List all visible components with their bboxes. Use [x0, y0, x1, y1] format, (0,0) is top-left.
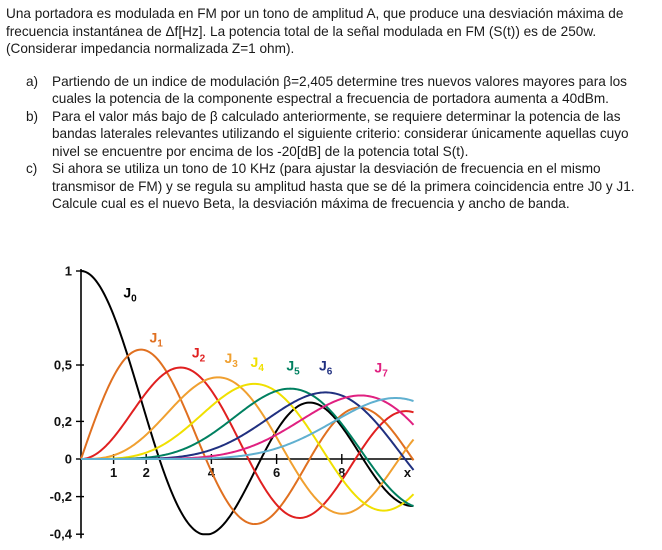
problem-intro: Una portadora es modulada en FM por un tono de amplitud A, que produce una desviación máxima de frecuencia instantánea de Δf[Hz]. La potencia total de la señal modulada en FM (S(t)) es de 250w. (Considerar impedancia normalizada Z=1 ohm). [6, 6, 624, 57]
curve-j2 [81, 368, 414, 518]
x-tick-label: 4 [207, 465, 216, 480]
series-label-j3 [224, 350, 238, 370]
series-label-j5 [286, 358, 300, 378]
series-label-sub: 4 [258, 362, 264, 374]
series-label-letter: J [149, 329, 158, 346]
y-tick-label: -0,2 [49, 489, 72, 505]
y-tick-label: 0 [64, 451, 72, 467]
x-tick-label: 2 [142, 465, 150, 480]
x-tick-label: 8 [338, 465, 346, 480]
chart-curves [81, 271, 414, 534]
x-tick-label: 6 [272, 465, 281, 480]
series-label-letter: J [374, 359, 383, 376]
x-tick-label: 1 [109, 465, 118, 480]
item-marker: b) [26, 109, 39, 125]
series-label-letter: J [318, 357, 327, 374]
series-label-sub: 1 [157, 338, 163, 350]
series-label-j0 [123, 284, 137, 304]
item-text: Para el valor más bajo de β calculado anteriormente, se requiere determinar la potencia de las bandas laterales relevantes utilizando el siguiente criterio: considerar únicamente aquellas cuyo nivel se encuentre por encima de los -20[dB] de la potencia total S(t). [52, 109, 629, 159]
series-label-j2 [192, 344, 206, 364]
curve-j0 [81, 271, 414, 534]
y-tick-label: -0,4 [49, 526, 72, 542]
y-tick-label: 1 [64, 263, 72, 279]
series-label-letter: J [286, 357, 295, 374]
series-label-letter: J [123, 284, 132, 301]
series-label-sub: 3 [232, 359, 238, 371]
series-label-j6 [319, 358, 333, 378]
series-label-j1 [149, 329, 163, 349]
series-label-j7 [374, 360, 388, 380]
series-label-sub: 5 [294, 366, 300, 378]
series-label-sub: 0 [131, 293, 137, 305]
x-axis-label: x [403, 465, 412, 480]
series-label-sub: 6 [326, 366, 333, 378]
item-marker: a) [26, 74, 39, 89]
series-label-sub: 2 [199, 353, 206, 365]
item-text: Si ahora se utiliza un tono de 10 KHz (para ajustar la desviación de frecuencia en el mismo transmisor de FM) y se regula su amplitud hasta que se dé la primera coincidencia entre J0 y J1. Calcule cual es el nuevo Beta, la desviación máxima de frecuencia y ancho de banda. [52, 161, 635, 212]
item-text: Partiendo de un indice de modulación β=2,405 determine tres nuevos valores mayores para los cuales la potencia de la componente espectral a frecuencia de portadora aumenta a 40dBm. [52, 74, 627, 107]
series-label-j4 [251, 354, 265, 374]
y-tick-label: 0,5 [53, 357, 72, 373]
item-marker: c) [26, 161, 38, 177]
series-label-sub: 7 [382, 368, 388, 380]
series-label-letter: J [224, 350, 233, 367]
series-label-letter: J [250, 353, 259, 370]
y-tick-label: 0,2 [53, 413, 72, 429]
curve-j1 [81, 350, 414, 524]
series-label-letter: J [191, 344, 200, 361]
